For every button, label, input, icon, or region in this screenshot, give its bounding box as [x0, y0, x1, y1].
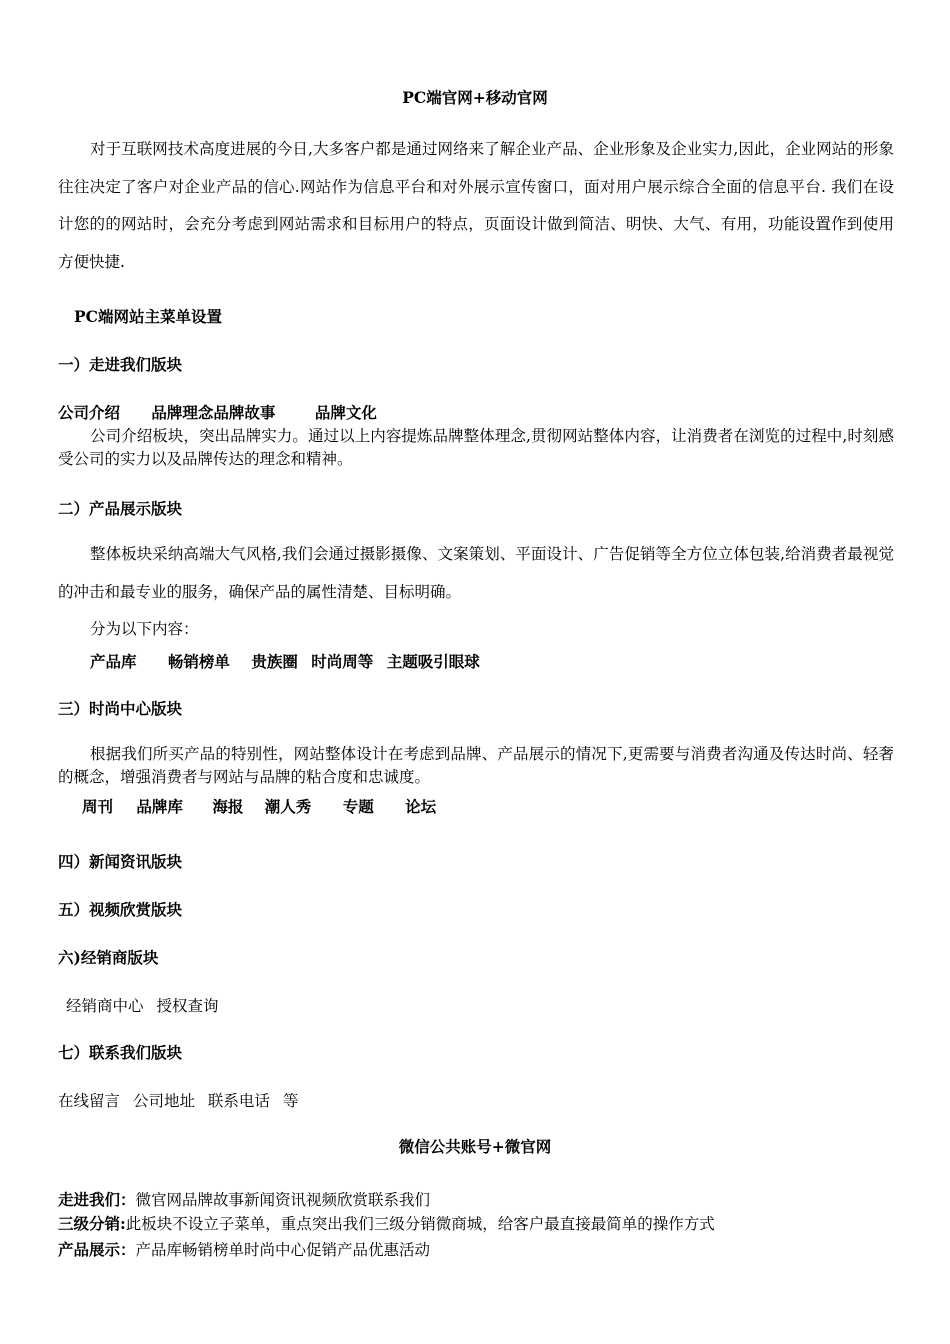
list-item: 品牌文化: [314, 403, 377, 422]
wechat-line-label: 走进我们：: [58, 1190, 136, 1209]
list-item: 时尚周等: [311, 652, 374, 671]
wechat-title: 微信公共账号+微官网: [398, 1137, 552, 1156]
list-item: 主题吸引眼球: [386, 652, 480, 671]
section-heading: 七）联系我们版块: [58, 1043, 183, 1062]
wechat-line-label: 产品展示：: [58, 1240, 136, 1259]
section6-item-list: [66, 994, 218, 1016]
list-item: 贵族圈: [251, 652, 298, 671]
page-title: PC端官网+移动官网: [402, 88, 548, 107]
section-heading: 三）时尚中心版块: [58, 699, 183, 718]
list-item: 品牌库: [136, 797, 183, 816]
list-item: 联系电话: [207, 1092, 270, 1110]
section-heading: 六)经销商版块: [58, 948, 159, 967]
section2-item-list: [90, 650, 480, 672]
menu-heading: PC端网站主菜单设置: [74, 307, 222, 326]
section1-item-list: [58, 401, 377, 423]
list-item: 等: [282, 1092, 299, 1110]
list-item: 海报: [212, 797, 244, 816]
list-item: 潮人秀: [264, 797, 312, 816]
intro-paragraph: 对于互联网技术高度进展的今日,大多客户都是通过网络来了解企业产品、企业形象及企业实力,因此，企业网站的形象往往决定了客户对企业产品的信心.网站作为信息平台和对外展示宣传窗口，面对用户展示综合全面的信息平台. 我们在设计您的的网站时，会充分考虑到网站需求和目标用户的特点，页面设计做到简洁、明快、大气、有用，功能设置作到使用方便快捷.: [58, 140, 894, 271]
section-heading: 五）视频欣赏版块: [58, 900, 183, 919]
wechat-line: [58, 1238, 430, 1260]
section3-item-list: [82, 795, 436, 817]
section1-paragraph: 公司介绍板块，突出品牌实力。通过以上内容提炼品牌整体理念,贯彻网站整体内容，让消费者在浏览的过程中,时刻感受公司的实力以及品牌传达的理念和精神。: [58, 427, 894, 468]
list-item: 产品库: [90, 652, 137, 671]
list-item: 论坛: [405, 797, 437, 816]
section7-item-list: [58, 1089, 298, 1111]
section-heading: 四）新闻资讯版块: [58, 852, 183, 871]
section2-subheading: 分为以下内容：: [90, 620, 199, 638]
wechat-line-text: 微官网品牌故事新闻资讯视频欣赏联系我们: [135, 1191, 431, 1209]
wechat-line-text: 此板块不设立子菜单，重点突出我们三级分销微商城，给客户最直接最简单的操作方式: [125, 1215, 715, 1233]
section2-paragraph: 整体板块采纳高端大气风格,我们会通过摄影摄像、文案策划、平面设计、广告促销等全方位立体包装,给消费者最视觉的冲击和最专业的服务，确保产品的属性清楚、目标明确。: [58, 545, 894, 601]
list-item: 授权查询: [156, 997, 219, 1015]
list-item: 公司地址: [132, 1092, 195, 1110]
section-heading: 二）产品展示版块: [58, 499, 183, 518]
wechat-line: [58, 1212, 715, 1234]
section-heading: 一）走进我们版块: [58, 355, 183, 374]
list-item: 专题: [342, 797, 374, 816]
list-item: 在线留言: [58, 1092, 121, 1110]
section3-paragraph: 根据我们所买产品的特别性，网站整体设计在考虑到品牌、产品展示的情况下,更需要与消费者沟通及传达时尚、轻奢的概念，增强消费者与网站与品牌的粘合度和忠诚度。: [58, 745, 894, 786]
wechat-line: [58, 1188, 430, 1210]
list-item: 品牌理念品牌故事: [151, 403, 276, 422]
wechat-line-label: 三级分销:: [58, 1214, 126, 1233]
wechat-line-text: 产品库畅销榜单时尚中心促销产品优惠活动: [135, 1241, 431, 1259]
list-item: 周刊: [82, 797, 114, 816]
list-item: 公司介绍: [58, 403, 121, 422]
list-item: 畅销榜单: [167, 652, 230, 671]
list-item: 经销商中心: [66, 997, 144, 1015]
